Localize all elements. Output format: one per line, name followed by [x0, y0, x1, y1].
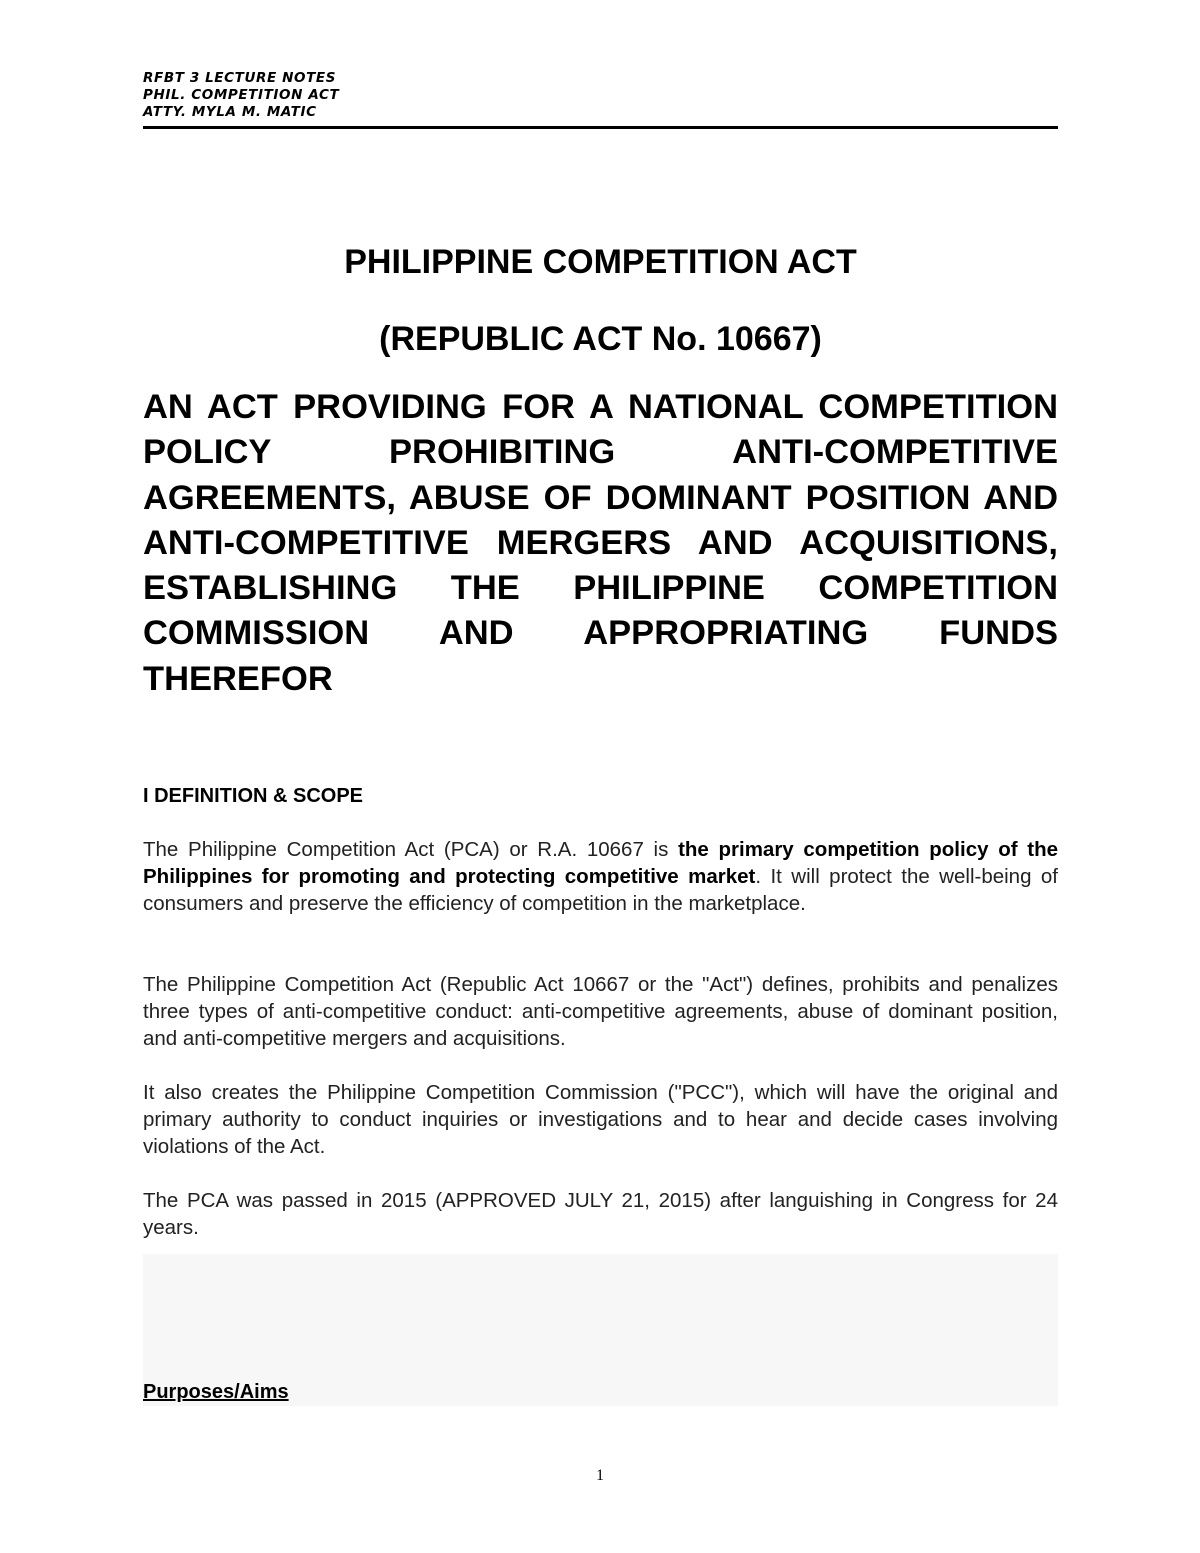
paragraph-commission: It also creates the Philippine Competition Commission ("PCC"), which will have the original and primary authority to conduct inquiries or investigations and to hear and decide cases involving violations of the Act. [143, 1081, 1058, 1159]
paragraph-tail: . It will protect the well-being of consumers and preserve the efficiency of competition in the marketplace. [143, 865, 1058, 916]
document-title: PHILIPPINE COMPETITION ACT [344, 243, 857, 281]
republic-act-number: (REPUBLIC ACT No. 10667) [379, 320, 822, 358]
running-header [143, 70, 1058, 129]
header-author: ATTY. MYLA M. MATIC [143, 104, 317, 120]
page-number: 1 [596, 1467, 604, 1484]
header-course: RFBT 3 LECTURE NOTES [143, 70, 337, 86]
paragraph-lead: The Philippine Competition Act (PCA) or R.A. 10667 is [143, 838, 679, 861]
subheading-purposes: Purposes/Aims [143, 1381, 289, 1403]
header-topic: PHIL. COMPETITION ACT [143, 87, 340, 103]
section-heading: I DEFINITION & SCOPE [143, 785, 364, 807]
act-full-title: AN ACT PROVIDING FOR A NATIONAL COMPETITION POLICY PROHIBITING ANTI-COMPETITIVE AGREEMENTS, ABUSE OF DOMINANT POSITION AND ANTI-COMPETITIVE MERGERS AND ACQUISITIONS, ESTABLISHING THE PHILIPPINE COMPETITION COMMISSION AND APPROPRIATING FUNDS THEREFOR [143, 388, 1058, 698]
paragraph-history: The PCA was passed in 2015 (APPROVED JULY 21, 2015) after languishing in Congress for 24 years. [143, 1189, 1058, 1240]
paragraph-definition [143, 836, 1058, 918]
paragraph-emphasis: the primary competition policy of the Philippines for promoting and protecting competitive market [143, 838, 1058, 889]
paragraph-conduct: The Philippine Competition Act (Republic Act 10667 or the "Act") defines, prohibits and penalizes three types of anti-competitive conduct: anti-competitive agreements, abuse of dominant position, and anti-competitive mergers and acquisitions. [143, 973, 1058, 1051]
